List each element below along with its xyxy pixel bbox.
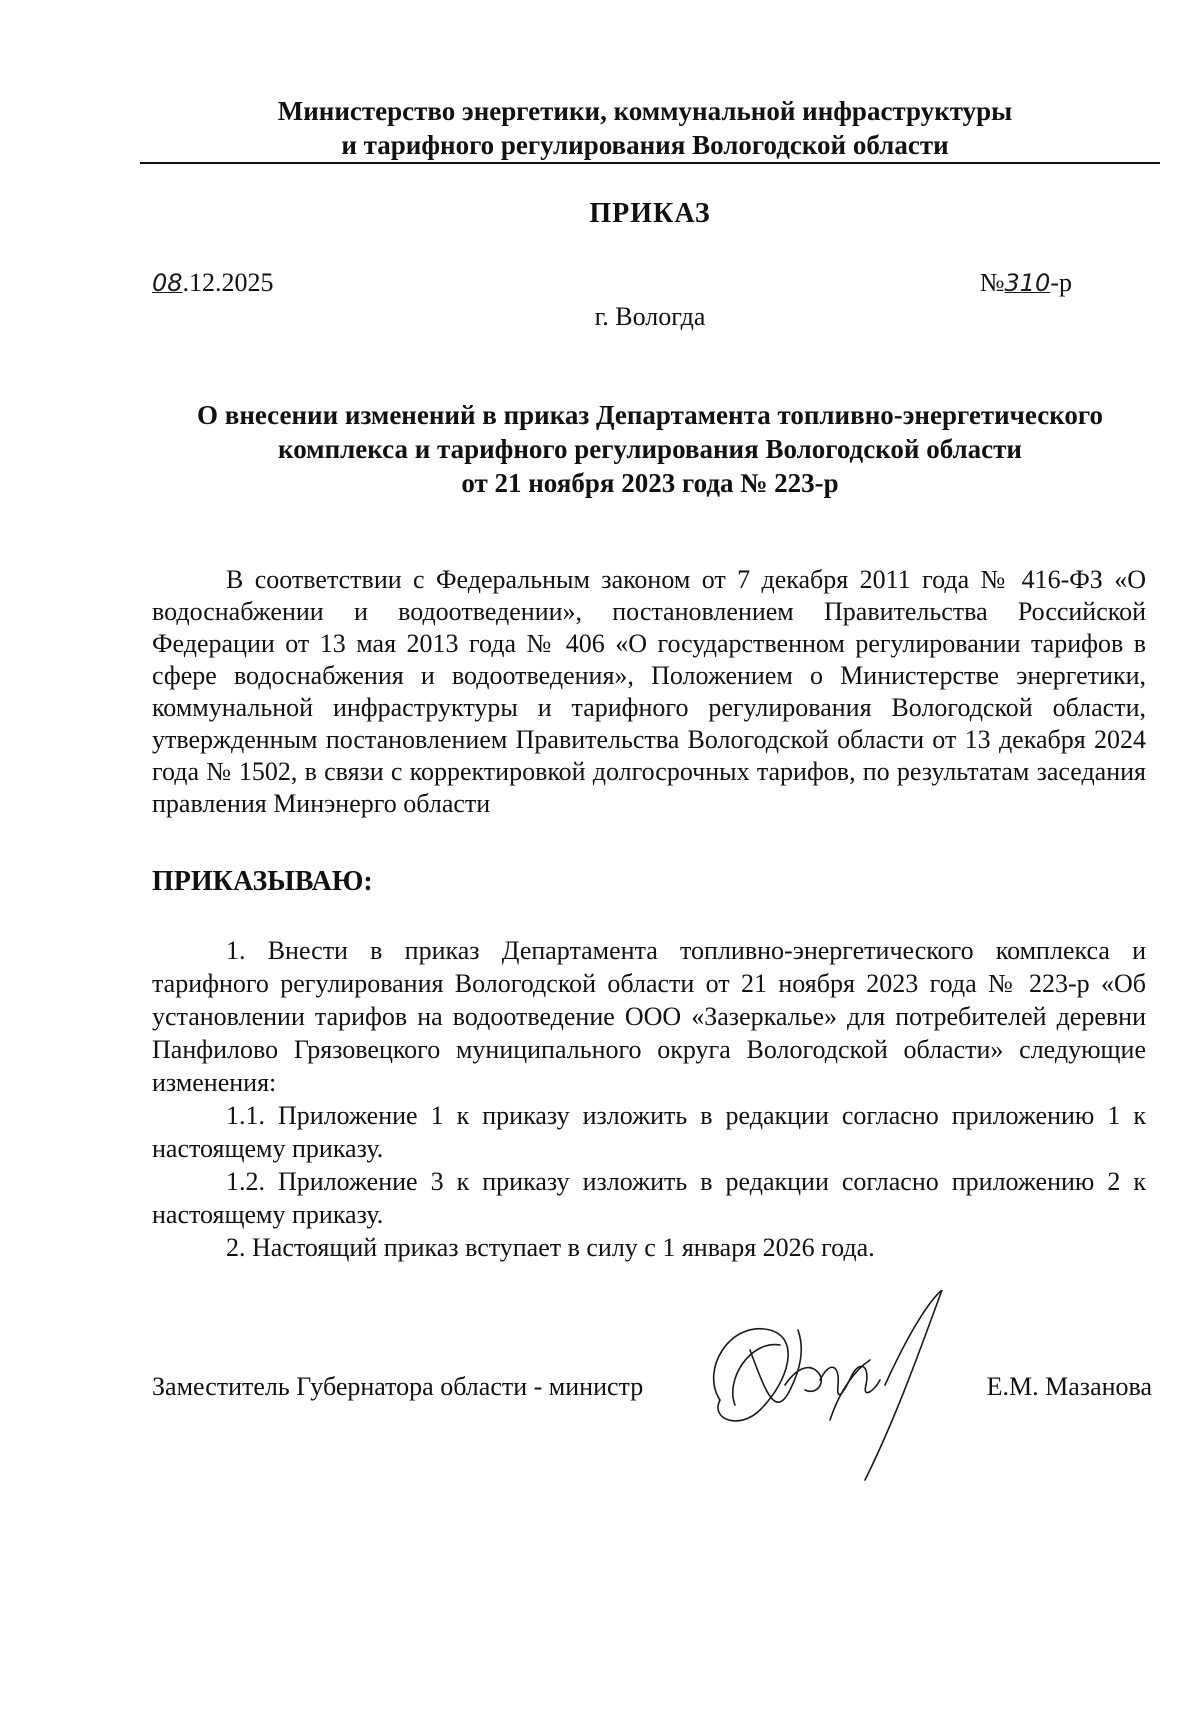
order-items <box>152 934 1146 1264</box>
signatory-title: Заместитель Губернатора области - министр <box>152 1372 644 1401</box>
document-date <box>152 268 274 298</box>
number-suffix: -р <box>1050 268 1072 297</box>
order-word: ПРИКАЗЫВАЮ: <box>152 866 373 897</box>
number-sign: № <box>979 268 1005 297</box>
ministry-header <box>130 94 1160 162</box>
handwritten-signature <box>680 1290 980 1490</box>
signatory-name: Е.М. Мазанова <box>986 1372 1152 1401</box>
preamble-paragraph: В соответствии с Федеральным законом от 7 декабря 2011 года № 416-ФЗ «О водоснабжении и водоотведении», постановлением Правительства Российской Федерации от 13 мая 2013 года № 406 «О государственном регулировании тарифов в сфере водоснабжения и водоотведения», Положением о Министерстве энергетики, коммунальной инфраструктуры и тарифного регулирования Вологодской области, утвержденным постановлением Правительства Вологодской области от 13 декабря 2024 года № 1502, в связи с корректировкой долгосрочных тарифов, по результатам заседания правления Минэнерго области <box>152 565 1146 818</box>
subject-line-2: комплекса и тарифного регулирования Вологодской области <box>278 434 1022 464</box>
order-item-1-2: 1.2. Приложение 3 к приказу изложить в редакции согласно приложению 2 к настоящему приказу. <box>152 1167 1146 1229</box>
order-item-1-1: 1.1. Приложение 1 к приказу изложить в редакции согласно приложению 1 к настоящему приказу. <box>152 1101 1146 1163</box>
document-number <box>980 268 1072 298</box>
header-rule <box>140 162 1160 164</box>
document-city: г. Вологда <box>594 302 706 331</box>
document-title: ПРИКАЗ <box>589 198 711 229</box>
ministry-line-2: и тарифного регулирования Вологодской области <box>341 130 949 160</box>
ministry-line-1: Министерство энергетики, коммунальной инфраструктуры <box>277 96 1013 126</box>
number-handwritten: 310 <box>1004 269 1051 297</box>
document-subject <box>150 398 1150 500</box>
date-day-handwritten: 08 <box>152 269 183 297</box>
order-item-1: 1. Внести в приказ Департамента топливно-энергетического комплекса и тарифного регулирования Вологодской области от 21 ноября 2023 года № 223-р «Об установлении тарифов на водоотведение ООО «Зазеркалье» для потребителей деревни Панфилово Грязовецкого муниципального округа Вологодской области» следующие изменения: <box>152 936 1146 1097</box>
date-month-year: .12.2025 <box>182 268 274 297</box>
order-item-2: 2. Настоящий приказ вступает в силу с 1 января 2026 года. <box>226 1233 875 1262</box>
subject-line-3: от 21 ноября 2023 года № 223-р <box>461 468 839 498</box>
subject-line-1: О внесении изменений в приказ Департамента топливно-энергетического <box>196 400 1103 430</box>
